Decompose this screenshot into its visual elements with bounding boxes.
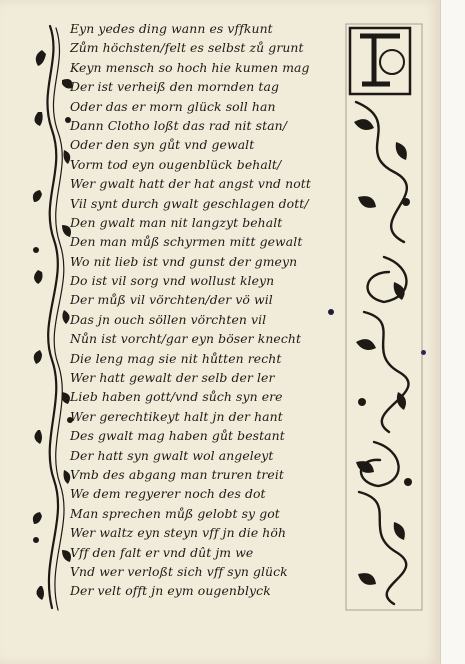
poem-line: Dann Clotho loßt das rad nit stan/ — [70, 117, 288, 133]
poem-line: Des gwalt mag haben gůt bestant — [70, 428, 285, 444]
poem-line: We dem regyerer noch des dot — [70, 486, 266, 502]
poem-line: Vil synt durch gwalt geschlagen dott/ — [70, 195, 309, 211]
poem-line: Nůn ist vorcht/gar eyn böser knecht — [70, 331, 302, 347]
poem-line: Lieb haben gott/vnd sůch syn ere — [70, 389, 283, 405]
poem-line: Der hatt syn gwalt wol angeleyt — [70, 447, 274, 463]
poem-line: Man sprechen můß gelobt sy got — [70, 505, 280, 521]
ink-spot-icon — [421, 350, 426, 355]
poem-line: Wer hatt gewalt der selb der ler — [70, 370, 275, 386]
poem-line: Wer gerechtikeyt halt jn der hant — [70, 408, 283, 424]
ink-spot-icon — [328, 309, 334, 315]
poem-line: Oder den syn gůt vnd gewalt — [70, 137, 255, 153]
poem-line: Eyn yedes ding wann es vffkunt — [70, 21, 273, 36]
poem-line: Wo nit lieb ist vnd gunst der gmeyn — [70, 253, 298, 269]
poem-line: Vorm tod eyn ougenblück behalt/ — [70, 156, 282, 172]
page-edge — [440, 0, 465, 664]
poem-line: Der ist verheiß den mornden tag — [70, 79, 279, 95]
poem-line: Das jn ouch söllen vörchten vil — [70, 311, 267, 327]
poem-line: Zům höchsten/felt es selbst zů grunt — [70, 40, 304, 56]
poem-line: Keyn mensch so hoch hie kumen mag — [70, 59, 310, 75]
poem-line: Oder das er morn glück soll han — [70, 98, 276, 114]
poem-line: Den gwalt man nit langzyt behalt — [70, 214, 283, 230]
poem-line: Die leng mag sie nit hůtten recht — [70, 350, 282, 366]
poem-line: Wer waltz eyn steyn vff jn die höh — [70, 525, 287, 541]
foliate-border-with-initial-icon — [344, 22, 424, 612]
poem-line: Vnd wer verloßt sich vff syn glück — [70, 563, 288, 579]
poem-line: Den man můß schyrmen mitt gewalt — [70, 234, 303, 250]
poem-line: Vmb des abgang man truren treit — [70, 466, 285, 482]
poem-line: Der velt offt jn eym ougenblyck — [70, 583, 271, 599]
poem-line: Do ist vil sorg vnd wollust kleyn — [70, 273, 275, 289]
poem-text — [70, 19, 350, 601]
poem-line: Vff den falt er vnd dût jm we — [70, 544, 254, 560]
poem-line: Der můß vil vörchten/der vö wil — [70, 292, 273, 308]
poem-line: Wer gwalt hatt der hat angst vnd nott — [70, 176, 311, 192]
